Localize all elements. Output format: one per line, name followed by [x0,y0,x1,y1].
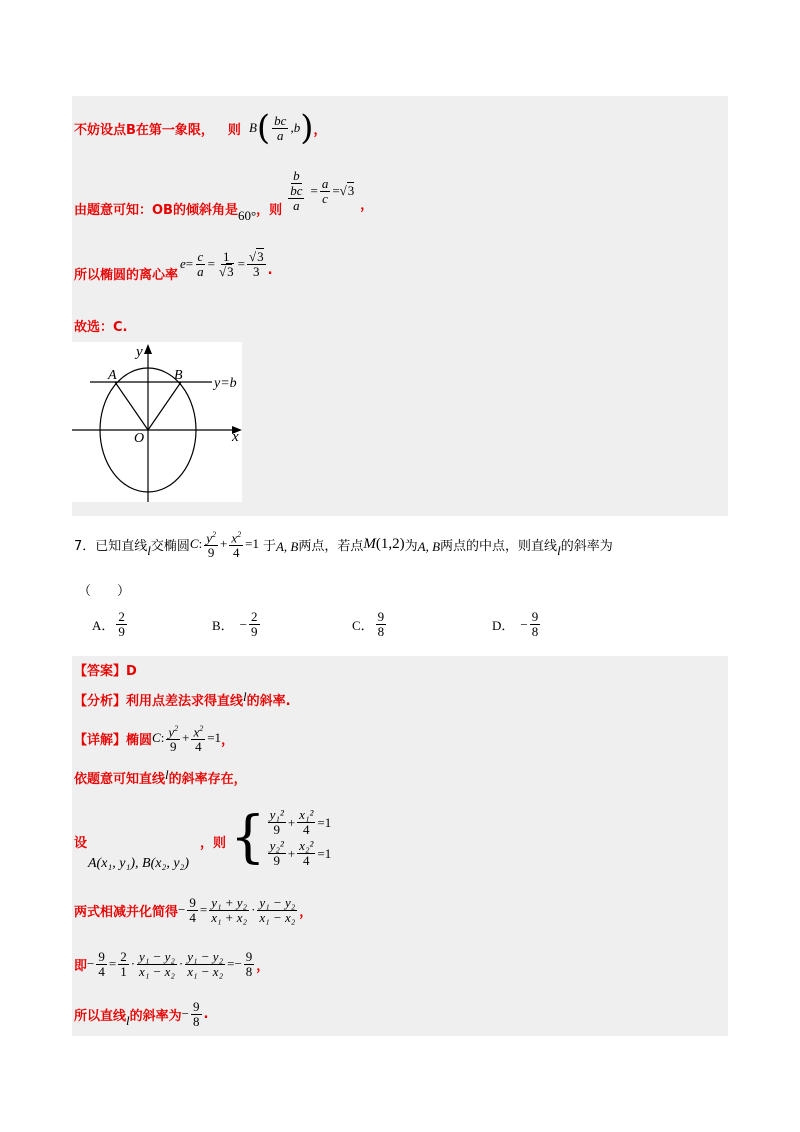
analysis-line [74,690,291,709]
denominator: √3 [218,263,234,279]
text: . [203,1006,209,1022]
numerator: 2 [251,609,258,624]
fraction-sqrt3-over-3 [247,250,266,279]
fraction-diff [185,950,225,979]
text: =1 [317,845,332,861]
equals: = [310,183,318,198]
text: 的斜率为 [129,1008,182,1024]
numerator: 9 [193,998,200,1014]
sign: − [239,616,248,632]
var-c: C [189,536,199,551]
denominator: a [293,198,300,213]
text: 的斜率存在， [168,772,247,787]
text: 两式相减并化简得 [74,904,179,920]
denominator: x₁ + x₂ [211,909,248,925]
denominator: 9 [273,853,280,868]
text: ， [299,904,313,920]
numerator: 9 [189,894,196,910]
fraction-2-1 [118,950,129,979]
sign: − [87,956,95,971]
y-axis-arrow [144,344,152,354]
solution-line-2: 由题意可知：OB的倾斜角是 60° ，则 $\frac{b}{\frac{bc}{a}}$ = $\frac{a}{c}$ = √3 ， [74,168,374,223]
text: 不妨设点B在第一象限， [74,122,214,138]
text: x [231,530,238,546]
text: 于 [262,538,276,554]
denominator: 8 [193,1013,200,1029]
solution-line-3: 所以椭圆的离心率 e = $\frac{c}{a}$ = $\frac{1}{√3}$ = $\frac{√3}{3}$ . [74,248,273,283]
numerator: y₂² [269,838,284,853]
text: 两点，若点 [298,538,364,554]
numerator: x₂² [299,838,314,853]
denominator: 4 [232,545,240,561]
ellipse-diagram [72,342,242,502]
denominator [284,184,308,213]
fraction-sum [209,896,249,925]
text: x [193,724,200,740]
option-a[interactable] [92,610,129,639]
text: . [267,262,273,278]
text: y [206,530,212,546]
numerator: 2 [120,948,127,964]
var-l: l [126,1013,130,1028]
sign: − [520,616,528,632]
solution-line-1 [74,106,326,150]
e: e [180,256,186,271]
denominator: 4 [189,909,196,925]
system-row-1: $\frac{\text{y₁²}}{9}$ + $\frac{\text{x₁²}}{4}$ =1 [269,807,332,837]
sign: − [181,1006,189,1021]
text: + [220,536,228,551]
option-label: C． [352,618,374,633]
text: 【答案】D [74,664,137,679]
numerator: y₁ − y₂ [139,948,175,964]
denominator: c [322,190,328,206]
denominator: 9 [169,739,177,755]
text: 即 [74,958,88,974]
text: 由题意可知：OB的倾斜角是 [74,203,238,218]
fraction-9-4 [96,950,107,979]
fraction [268,839,286,868]
sign: − [234,956,242,971]
denominator: x₁ − x₂ [187,963,224,979]
text: : [160,730,165,745]
sign: − [178,902,186,917]
text: 所以椭圆的离心率 [74,267,179,283]
denominator: 9 [118,624,125,639]
text: 依题意可知直线 [74,772,166,787]
system-rows [266,808,332,868]
denominator: 8 [377,624,385,639]
segment-ob [148,382,181,430]
fraction-diff [137,950,177,979]
numerator: 9 [98,948,105,964]
label-x: x [232,429,239,445]
points-definition [88,856,189,872]
sqrt-sign: √3 [339,183,355,198]
var-l: l [243,688,247,704]
text: 两点的中点，则直线 [440,538,558,554]
label-y: y [136,344,143,360]
points-ab: A, B [275,539,299,554]
option-label: A． [92,618,115,633]
numerator: $x^2$ [231,529,242,546]
numerator: $y^2$ [206,529,216,546]
numerator: $y^2$ [168,723,179,740]
denominator: 3 [253,263,260,279]
numerator: 2 [118,609,125,624]
exist-line [74,768,247,787]
numerator: 9 [245,948,253,964]
angle: 60° [237,208,257,223]
set-line [74,832,87,851]
denominator: 9 [251,624,258,639]
numerator: y₁² [269,807,284,822]
text: + [182,730,190,745]
text: : [198,536,203,551]
text: 【分析】利用点差法求得直线 [74,694,244,709]
point-b: B [248,120,257,135]
var-c: C [152,730,161,745]
radicand: 3 [257,248,264,264]
denominator: a [277,127,284,143]
fraction-c-over-a [195,250,206,279]
radicand: 3 [347,183,355,198]
fraction-y2-9 [166,722,180,754]
radicand: 3 [227,263,234,279]
fraction-x2-4 [191,722,205,754]
text: ，则 [256,203,283,218]
denominator: x₁ − x₂ [259,909,296,925]
left-brace: { [230,805,266,870]
fraction [272,114,288,143]
numerator: x₁² [299,807,314,822]
text: 故选：C. [74,319,128,335]
text: ， [256,958,270,974]
fraction-b-over-bc [284,169,308,213]
text: （ ） [78,584,131,599]
fraction-9-4 [187,896,198,925]
fraction-diff [257,896,297,925]
fraction-9-8 [191,1000,202,1029]
numerator: 1 [223,248,230,264]
numerator: b [293,168,300,183]
fraction [297,808,315,837]
final-line [74,994,208,1034]
left-paren: ( [256,108,271,148]
fraction [268,808,286,837]
denominator: 4 [98,963,105,979]
option-fraction [116,610,127,639]
points-ab: A, B [417,539,441,554]
denominator: 8 [531,624,539,639]
option-fraction [376,610,387,639]
text: 的斜率为 [560,538,613,554]
fraction-1-over-sqrt3 [217,250,236,279]
point-m: M [363,535,376,552]
text: 7．已知直线 [74,538,148,554]
denominator: 8 [245,963,253,979]
text: 的斜率. [246,694,291,709]
text: ， [360,197,374,213]
numerator: 9 [377,609,385,624]
option-label: B． [212,618,234,633]
denominator: 4 [303,822,310,837]
solution-choice [74,316,127,334]
text: =1 [207,730,222,745]
numerator: y₁ − y₂ [187,948,224,964]
numerator: bc [290,183,303,198]
denominator: 9 [207,545,215,561]
var-l: l [165,766,169,782]
fraction-9-8 [244,950,255,979]
option-b[interactable] [212,610,262,639]
text: ，则 [200,836,227,851]
inner-fraction [288,184,304,213]
var-l: l [147,543,151,558]
denominator: a [197,263,204,279]
option-fraction [249,610,260,639]
label-o: O [134,431,145,446]
text: =1 [317,814,332,830]
option-label: D． [492,618,515,633]
denominator: 4 [303,853,310,868]
text: 【详解】椭圆 [74,732,153,748]
label-b: B [174,368,183,383]
numerator: $x^2$ [193,723,204,740]
numerator: y₁ − y₂ [259,894,296,910]
fraction-x2-4 [229,528,243,560]
text: 所以直线 [74,1008,127,1024]
fraction-y2-9 [204,528,218,560]
ie-line: 即 − $\frac{9}{4}$ = $\frac{2}{1}$ · $\frac{\text{y₁ − y₂}}{\text{x₁ − x₂}}$ · $\frac{\text{y₁ − y₂}}{\text{x₁ − x₂}}$ = − $\frac{9}{8}$ ， [74,948,270,979]
ellipse-figure [72,342,242,502]
text: ， [313,122,327,138]
system-row-2: $\frac{\text{y₂²}}{9}$ + $\frac{\text{x₂²}}{4}$ =1 [269,838,332,868]
numerator: bc [274,112,287,128]
numerator: 9 [531,609,539,624]
denominator: 9 [273,822,280,837]
equation-system [230,800,331,876]
text: =1 [245,536,259,551]
denominator: 4 [195,739,202,755]
fraction-a-over-c [320,177,331,206]
denominator: x₁ − x₂ [139,963,175,979]
points: A(x₁, y₁), B(x₂, y₂) [88,856,190,871]
then-label [200,832,226,851]
var-l: l [557,543,561,558]
coordinates: (1,2) [375,535,405,552]
text: 为 [404,538,418,554]
denominator: 1 [120,963,127,979]
text: 则 [227,122,241,138]
numerator: c [197,248,204,264]
numerator: √3 [248,248,264,264]
option-c[interactable] [352,610,388,639]
answer-line [74,660,137,679]
text: ， [221,732,235,748]
option-d[interactable] [492,610,542,639]
answer-paren [78,580,130,599]
numerator: a [321,175,329,191]
detail-line [74,720,234,756]
segment-oa [115,382,148,430]
question-7 [74,524,613,564]
label-line: y=b [214,376,237,391]
text: 设 [74,836,88,851]
option-fraction [530,610,541,639]
numerator: y₁ + y₂ [211,894,248,910]
text: ,b [290,120,301,135]
simplify-line: 两式相减并化简得 − $\frac{9}{4}$ = $\frac{\text{y₁ + y₂}}{\text{x₁ + x₂}}$ · $\frac{\text{y₁ − y₂}}{\text{x₁ − x₂}}$ ， [74,894,313,925]
right-paren: ) [300,108,314,148]
label-a: A [108,368,117,383]
text: 交椭圆 [150,538,190,554]
fraction [297,839,315,868]
text: y [168,724,175,740]
